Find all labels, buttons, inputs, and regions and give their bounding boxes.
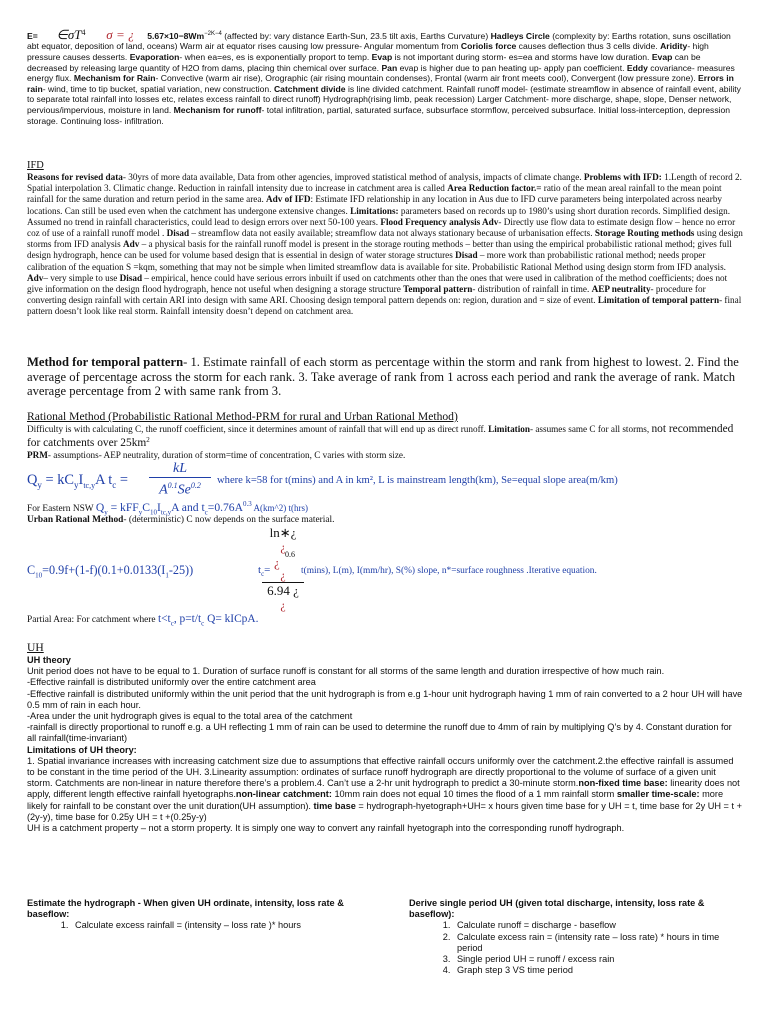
uh-theory-line-4: -Area under the unit hydrograph gives is equal to the total area of the catchment xyxy=(27,711,353,722)
eddy-text: covariance- measures energy flux. xyxy=(27,62,735,84)
rational-heading-text: Rational Method (Probabilistic Rational Method-PRM for rural and Urban Rational Method) xyxy=(27,410,458,423)
adv2-label: Adv xyxy=(122,239,140,250)
nsw-a: A and t xyxy=(171,500,205,514)
partial-formula xyxy=(157,613,259,628)
qy-sub3: tc,y xyxy=(83,480,96,490)
derive-step-4: 4. Graph step 3 VS time period xyxy=(453,965,729,976)
estimate-section xyxy=(27,898,357,932)
uh-theory-line-5: -rainfall is directly proportional to runoff e.g. a UH reflecting 1 mm of rain can be used to determine the runoff due to 4mm of rain by multiplying Q’s by 4. Constant duration for all rainfall(time-invariant) xyxy=(27,722,732,744)
nsw-mid: = kFF xyxy=(107,500,139,514)
qy-a: A t xyxy=(95,472,113,488)
estimate-heading: Estimate the hydrograph - When given UH ordinate, intensity, loss rate & baseflow: xyxy=(27,898,344,920)
stack-q1: ¿ xyxy=(280,540,286,554)
tc-t: t xyxy=(258,564,262,576)
frac-den-a-exp: 0.1 xyxy=(167,481,178,490)
nsw-formula xyxy=(95,500,252,517)
uh-heading-text: UH xyxy=(27,641,44,654)
nonlinear-text: 10mm rain does not equal 10 times the flood of a 1 mm rainfall storm xyxy=(331,789,617,800)
rational-difficulty xyxy=(27,424,743,462)
frac-denominator xyxy=(145,478,215,498)
timebase-text: = hydrograph-hyetograph+UH= x hours given time base for y UH = t, time base for 2y UH = t + (2y-y), time base for 0.25y UH = t +(0.25y-y) xyxy=(27,800,742,822)
sigma-formula: σ = ¿ xyxy=(106,26,135,42)
derive-heading: Derive single period UH (given total discharge, intensity, loss rate & baseflow): xyxy=(409,898,705,920)
frac-den-s-exp: 0.2 xyxy=(190,481,201,490)
disad2-label: Disad xyxy=(455,250,478,261)
urban-line xyxy=(27,515,335,525)
evaporation-text: - when ea=es, es is exponentially proport to temp. xyxy=(179,52,372,63)
derive-steps xyxy=(409,920,729,976)
prm-label: PRM xyxy=(27,450,48,461)
evap1-text: is not important during storm- es=ea and storms have low duration. xyxy=(392,52,652,63)
qy-sub4: c xyxy=(112,479,117,490)
evap1-label: Evap xyxy=(371,52,393,63)
smaller-text: more likely for rainfall to be constant over the unit duration(UH assumption). xyxy=(27,789,724,811)
srm-label: Storage Routing methods xyxy=(594,228,695,239)
urban-label: Urban Rational Method xyxy=(27,515,124,525)
eddy-label: Eddy xyxy=(626,62,648,73)
ifd-heading xyxy=(27,160,743,172)
smaller-label: smaller time-scale: xyxy=(616,789,700,800)
uh-theory-line-3: -Effective rainfall is distributed uniformly within the unit period that the unit hydrograph is from e.g 1-hour unit hydrograph having 1 mm of rain converted to a 2 hour UH will have 0.5 mm of rain in each hour. xyxy=(27,688,743,710)
adv3-text: – very simple to use xyxy=(43,272,120,283)
qy-note: where k=58 for t(mins) and A in km², L is mainstream length(km), Se=equal slope area(m/km) xyxy=(217,475,618,486)
reasons-label: Reasons for revised data xyxy=(27,172,123,182)
problems-text: 1.Length of record 2. Spatial interpolation 3. Climatic change. Reduction in rainfall intensity due to increase in catchment area is called xyxy=(27,172,742,194)
catchment-label: Catchment divide xyxy=(273,83,346,94)
hadleys-label: Hadleys Circle xyxy=(490,30,550,41)
estimate-step-1: 1. Calculate excess rainfall = (intensity – loss rate )* hours xyxy=(71,920,357,931)
qy-eq: = xyxy=(116,472,129,488)
nonfixed-text: linearity does not apply, different length effective rainfall hyetographs. xyxy=(27,778,740,800)
partial-text: Partial Area: For catchment where xyxy=(27,615,158,625)
urban-text: - (deterministic) C now depends on the surface material. xyxy=(123,515,335,525)
disad3-text: – empirical, hence could have serious errors inbuilt if used on catchments other than the ones that were used in calibration of the method coefficients; does not give information on the design flood hydrograph, hence not useful when designing a storage structure xyxy=(27,272,728,295)
timebase-label: time base xyxy=(313,800,356,811)
limtemp-label: Limitation of temporal pattern xyxy=(597,295,720,306)
e-exponent: 4 xyxy=(81,28,86,37)
frac-den-a: A xyxy=(159,482,168,498)
e-formula: ∈σT xyxy=(56,26,82,42)
derive-step-1: 1. Calculate runoff = discharge - baseflow xyxy=(453,920,729,931)
qy-fraction xyxy=(145,461,215,498)
c10-text2: -25)) xyxy=(168,563,194,577)
c10-c: C xyxy=(27,563,36,577)
mechrun-text: - total infiltration, partial, saturated surface, subsurface stormflow, perceived subsurface. Initial loss-interception, depression storage. Continuing loss- infiltration. xyxy=(27,105,731,126)
adv3-label: Adv xyxy=(27,272,44,283)
not-recommended: not recommended for catchments over 25km xyxy=(27,423,734,450)
derive-step-3: 3. Single period UH = runoff / excess rain xyxy=(453,954,729,965)
coriolis-label: Coriolis force xyxy=(460,41,517,52)
mechrain-label: Mechanism for Rain xyxy=(73,73,156,84)
evap2-label: Evap xyxy=(651,52,673,63)
partial-f2: , p=t/t xyxy=(173,613,202,625)
stack-694: 6.94 ¿ xyxy=(267,583,299,598)
srm-text: using design storms from IFD analysis xyxy=(27,228,743,250)
sigma-units: −2K−4 xyxy=(204,31,222,37)
c10-sub2: 1 xyxy=(165,571,169,580)
evaporation-label: Evaporation xyxy=(129,52,180,63)
km-exponent: 2 xyxy=(146,436,150,445)
nonlinear-label: non-linear catchment: xyxy=(235,789,332,800)
c10-sub: 10 xyxy=(35,571,43,580)
nsw-c: C xyxy=(142,500,150,514)
ffa-text: - Directly use flow data to estimate design flow – hence no error coz of use of a rainfall runoff model . xyxy=(27,216,736,239)
nsw-sub: y xyxy=(104,508,108,517)
stack-ln: ln∗¿ xyxy=(269,525,297,540)
stack-exp: 0.6 xyxy=(285,550,295,559)
limtemp-text: - final pattern doesn’t look like real storm. Rainfall intensity doesn’t depend on catchment area. xyxy=(27,295,742,317)
partial-sub2: c xyxy=(201,619,205,628)
uh-limits-heading: Limitations of UH theory: xyxy=(27,744,137,755)
tc-note: t(mins), L(m), I(mm/hr), S(%) slope, n*=surface roughness .Iterative equation. xyxy=(301,566,597,576)
uh-theory-line-1: Unit period does not have to be equal to 1. Duration of surface runoff is constant for all storms of the same length and duration irrespective of how much rain. xyxy=(27,666,665,677)
method-paragraph xyxy=(27,355,743,399)
temporal-text: - distribution of rainfall in time. xyxy=(472,284,592,295)
coriolis-text: causes deflection thus 3 cells divide. xyxy=(516,41,661,52)
nsw-units: A(km^2) t(hrs) xyxy=(251,502,308,513)
method-text: - 1. Estimate rainfall of each storm as percentage within the storm and rank from highest to lowest. 2. Find the average of percentage across the storm for each rank. 3. Take average of rank from 1 across each period and rank the average of rank. Match average percentage from 2 with same rank from 3. xyxy=(27,355,739,399)
uh-limits-paragraph xyxy=(27,756,743,823)
uh-theory xyxy=(27,655,743,834)
frac-numerator: kL xyxy=(173,461,187,476)
partial-line xyxy=(27,613,258,627)
nsw-sub5: c xyxy=(204,508,208,517)
disad3-label: Disad xyxy=(119,272,143,283)
arf-label: Area Reduction factor.= xyxy=(447,183,542,194)
ifd-heading-text: IFD xyxy=(27,160,44,171)
uh-heading xyxy=(27,641,743,655)
nsw-sub3: 10 xyxy=(149,508,157,517)
qy-i: I xyxy=(78,472,84,488)
aep-label: AEP neutrality xyxy=(591,284,651,295)
rational-heading xyxy=(27,410,743,424)
derive-step-2: 2. Calculate excess rain = (intensity rate – loss rate) * hours in time period xyxy=(453,932,729,954)
problems-label: Problems with IFD: xyxy=(583,172,662,182)
nsw-eq: =0.76A xyxy=(207,500,243,514)
ifd-adv-text: : Estimate IFD relationship in any location in Aus due to IFD curve parameters being interpolated across nearby locations. Can still be used even when the catchment has undergone extensive changes. xyxy=(27,194,723,216)
nsw-label: For Eastern NSW xyxy=(27,503,96,514)
ffa-label: Flood Frequency analysis Adv xyxy=(380,216,499,227)
mechrun-label: Mechanism for runoff xyxy=(173,105,262,116)
nsw-line xyxy=(27,500,308,516)
reasons-text: - 30yrs of more data available, Data from other agencies, improved statistical method of analysis, impacts of climate change. xyxy=(122,172,584,182)
limitation-label: Limitation xyxy=(488,424,530,434)
ifd-paragraph xyxy=(27,172,743,318)
stack-q4: ¿ xyxy=(280,598,286,612)
nsw-exp: 0.3 xyxy=(242,500,252,508)
partial-f1: t<t xyxy=(157,613,171,625)
sigma-value: 5.67×10−8Wm xyxy=(147,30,205,41)
partial-f3: Q= kICpA. xyxy=(204,613,259,625)
aep-text: - procedure for converting design rainfall with certain ARI into design with same ARI. Choosing design temporal pattern depends on: region, duration and = size of event. xyxy=(27,284,706,306)
temporal-label: Temporal pattern xyxy=(403,284,473,295)
prm-text: - assumptions- AEP neutrality, duration of storm=time of concentration, C varies with storm size. xyxy=(47,450,406,461)
hadleys-text: (complexity by: Earths rotation, suns oscillation abt equator, deposition of land, oceans) Warm air at equator rises causing low pressure- Angular momentum from xyxy=(27,30,731,52)
nonfixed-label: non-fixed time base: xyxy=(578,778,668,789)
errors-text: - wind, time to tip bucket, spatial variation, new construction. xyxy=(42,83,274,94)
limits-text-a: 1. Spatial invariance increases with increasing catchment size due to assumptions that effective rainfall occurs uniformly over the catchment.2.the effective rainfall is assumed to be constant in the time period of the UH. 3.Linearity assumption: ordinates of surface runoff hydrograph are directly proportional to the volume of surface of a given unit storm. Catchments are non-linear in nature therefore there’s a problem.4. Can’t use a 2-hr unit hydrograph to predict a 30-minute storm. xyxy=(27,755,734,789)
limitation-text: - assumes same C for all storms, xyxy=(529,424,652,434)
nsw-q: Q xyxy=(95,500,105,514)
uh-property-text: UH is a catchment property – not a storm property. It is simply one way to convert any rainfall hyetograph into the corresponding runoff hydrograph. xyxy=(27,823,625,834)
qy-q: Q xyxy=(27,472,38,488)
aridity-label: Aridity xyxy=(660,41,688,52)
tc-sub: c xyxy=(261,570,265,579)
tc-eq: = xyxy=(264,564,271,576)
c10-text: =0.9f+(1-f)(0.1+0.0133(I xyxy=(42,563,166,577)
frac-den-s: Se xyxy=(177,482,191,498)
stack-q2: ¿ xyxy=(274,555,280,570)
lead-rest: (affected by: vary distance Earth-Sun, 23.5 tilt axis, Earths Curvature) xyxy=(221,30,491,41)
estimate-steps xyxy=(27,920,357,931)
aridity-text: - high pressure causes desserts. xyxy=(27,41,709,63)
e-label: E= xyxy=(27,30,38,41)
disad2-text: – more work than probabilistic rational method; needs proper calibration of the equation S =kqm, something that may not be simple when limited streamflow data is available for site. Probabilistic Rational Method using design storm from IFD analysis. xyxy=(27,250,726,272)
pan-text: evap is higher due to pan heating up- apply pan coefficient. xyxy=(397,62,627,73)
qy-sub: y xyxy=(37,479,42,490)
derive-section xyxy=(409,898,729,976)
ifd-adv-label: Adv of IFD xyxy=(266,194,311,205)
qy-equation xyxy=(27,472,128,490)
adv2-text: – a physical basis for the rainfall runoff model is present in the storage routing methods – better than using the empirical probabilistic rational method; gives full design hydrograph, hence can be used for volume based design that is essential in design of water storage structures xyxy=(27,239,732,261)
qy-sub2: y xyxy=(74,479,79,490)
pan-label: Pan xyxy=(381,62,398,73)
nsw-i: I xyxy=(156,500,161,514)
c10-equation xyxy=(27,563,193,579)
arf-text: ratio of the mean areal rainfall to the mean point rainfall for the same duration and return period in the same area. xyxy=(27,183,722,205)
disad1-label: Disad xyxy=(166,228,190,239)
method-label: Method for temporal pattern xyxy=(27,355,184,369)
difficulty-text: Difficulty is with calculating C, the runoff coefficient, since it determines amount of rainfall that will end up as direct runoff. xyxy=(27,424,489,434)
disad1-text: – streamflow data not easily available; streamflow data not always stationary because of urbanisation effects. xyxy=(189,228,595,239)
limitations-label: Limitations: xyxy=(350,205,399,216)
catchment-text: is line divided catchment. Rainfall runoff model- (estimate streamflow in absence of rainfall event, ability to separate total rainfall into losses etc, relates excess rainfall to direct runoff) Hydrograph(rising limb, peak recession) Larger Catchment- more discharge, shape, slope, Denser network, pervious/impervious, moisture in land. xyxy=(27,83,741,116)
uh-theory-heading: UH theory xyxy=(27,655,71,665)
errors-label: Errors in rain xyxy=(27,73,734,94)
header-paragraph xyxy=(27,28,743,126)
partial-sub: c xyxy=(170,619,174,628)
qy-mid: = kC xyxy=(41,472,75,488)
stack-q3: ¿ xyxy=(280,568,286,582)
uh-theory-line-2: -Effective rainfall is distributed uniformly over the entire catchment area xyxy=(27,677,316,688)
nsw-sub2: y xyxy=(138,508,143,517)
limitations-text: parameters based on records up to 1980’s using short duration records. Simplified design. Assumed no trend in rainfall characteristics, could lead to design errors over next 50-100 years. xyxy=(27,205,731,227)
evap2-text: can be decreased by releasing large quantity of H2O from dams, placing thin chemical over surface. xyxy=(27,52,701,73)
mechrain-text: - Convective (warm air rise), Orographic (air rising mountain condenses), Frontal (warm air front meets cool), Convergent (low pressure zone). xyxy=(155,73,699,84)
nsw-sub4: tc,y xyxy=(160,508,172,517)
